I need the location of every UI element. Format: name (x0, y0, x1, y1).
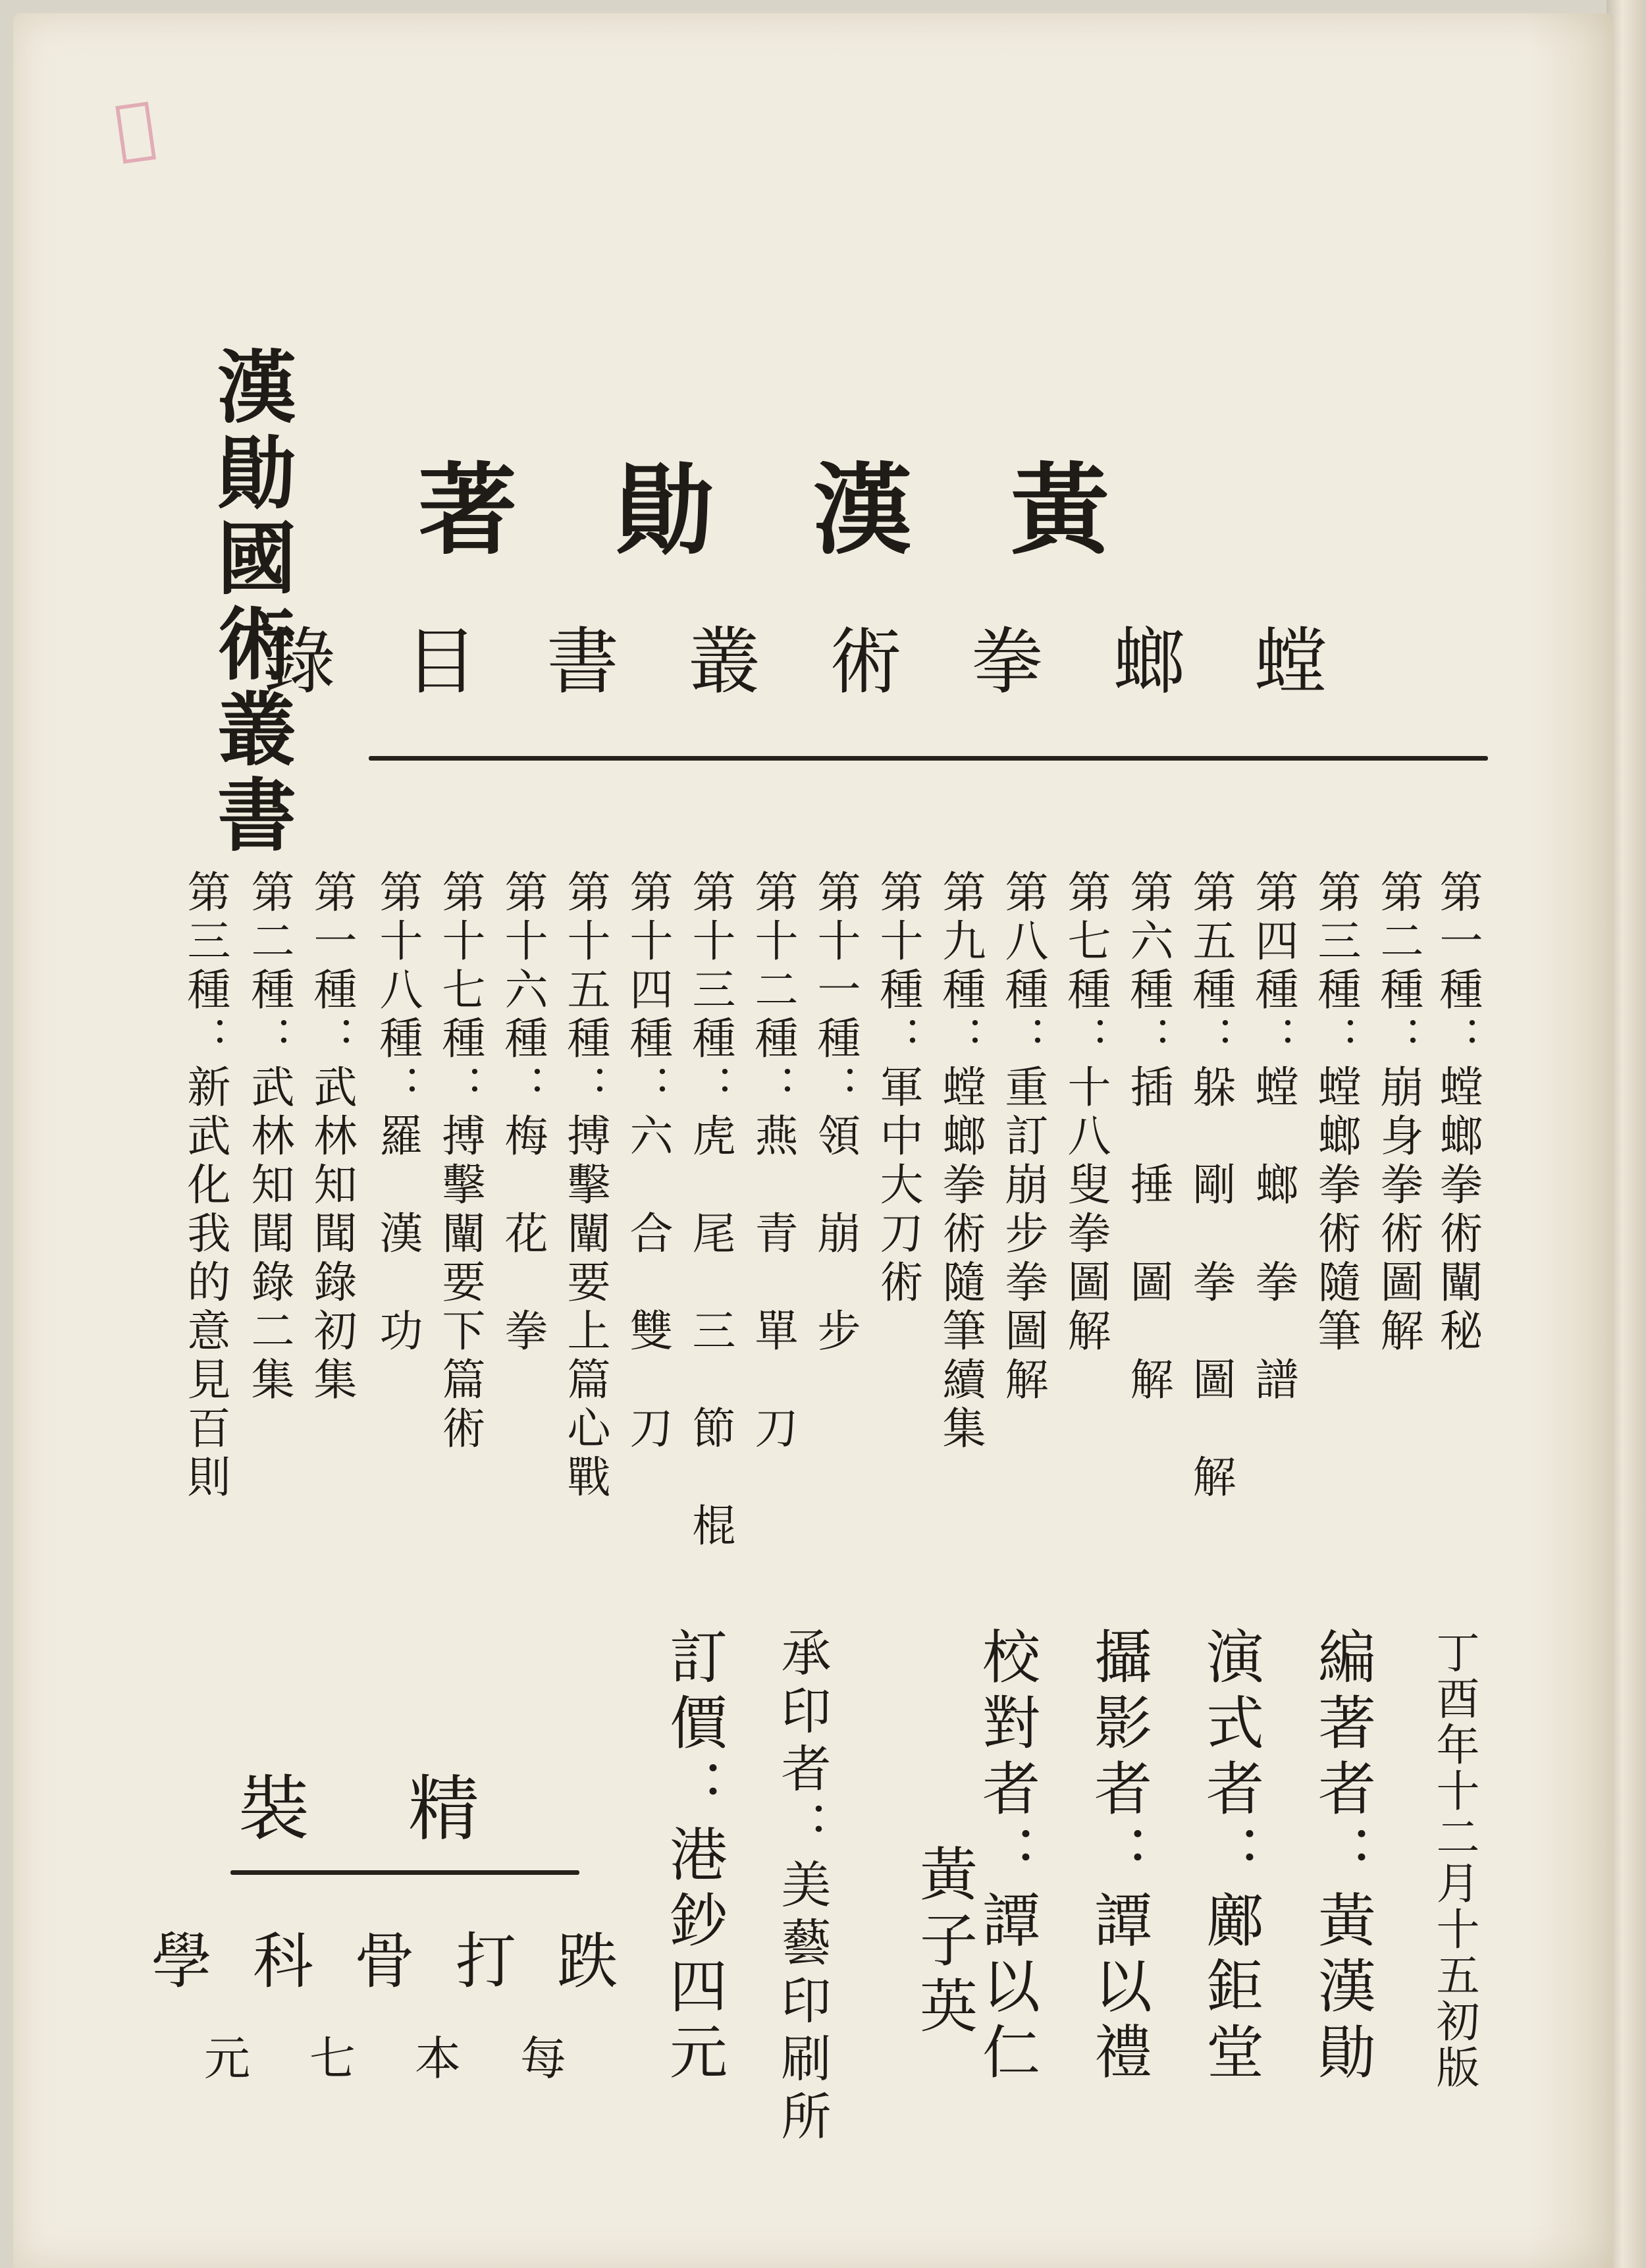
list-item: 第十二種：燕 青 單 刀 (747, 869, 798, 1454)
list-item: 第三種：螳螂拳術隨筆 (1310, 869, 1361, 1357)
credit-photographer: 攝影者：譚以禮 (1085, 1627, 1153, 2088)
list-item: 第一種：螳螂拳術闡秘 (1432, 869, 1483, 1357)
author-heading: 黃漢勛著 (417, 452, 1208, 568)
list-item: 第五種：躲 剛 拳 圖 解 (1185, 869, 1236, 1503)
list-item: 第十三種：虎 尾 三 節 棍 (685, 869, 735, 1552)
binding-label: 精裝 (238, 1768, 578, 1850)
page-shading (1527, 13, 1613, 2268)
book-page (13, 13, 1613, 2268)
related-book-price: 每本七元 (204, 2032, 625, 2086)
list-item: 第十種：軍中大刀術 (872, 869, 923, 1308)
list-item: 第四種：螳 螂 拳 譜 (1248, 869, 1298, 1405)
bottom-divider-rule (230, 1870, 579, 1875)
series-title: 漢勛國術叢書 (204, 346, 297, 859)
list-item: 第十五種：搏擊闡要上篇心戰 (560, 869, 610, 1503)
list-item: 第一種：武林知聞錄初集 (306, 869, 357, 1405)
list-item: 第六種：插 捶 圖 解 (1123, 869, 1173, 1405)
credit-printer: 承印者：美藝印刷所 (773, 1627, 832, 2148)
list-item: 第十四種：六 合 雙 刀 (622, 869, 673, 1454)
catalog-heading: 螳螂拳術叢書目錄 (263, 620, 1396, 704)
top-divider-rule (369, 756, 1488, 761)
list-item: 第十七種：搏擊闡要下篇術 (435, 869, 485, 1454)
list-item: 第二種：崩身拳術圖解 (1373, 869, 1423, 1357)
list-item: 第三種：新武化我的意見百則 (180, 869, 230, 1503)
list-item: 第十一種：領 崩 步 (810, 869, 861, 1357)
ink-stamp-mark: 𠂻 (110, 86, 160, 169)
credit-proofreader: 校對者：譚以仁 (973, 1627, 1041, 2088)
credit-author: 編著者：黃漢勛 (1309, 1627, 1377, 2088)
list-item: 第十六種：梅 花 拳 (497, 869, 548, 1357)
credit-proofreader-2: 黃子英 (911, 1844, 978, 2041)
list-item: 第八種：重訂崩步拳圖解 (997, 869, 1048, 1405)
list-item: 第二種：武林知聞錄二集 (244, 869, 294, 1405)
related-book-title: 跌打骨科學 (151, 1926, 658, 1997)
list-item: 第九種：螳螂拳術隨筆續集 (935, 869, 986, 1454)
list-item: 第十八種：羅 漢 功 (372, 869, 423, 1357)
list-item: 第七種：十八叟拳圖解 (1060, 869, 1111, 1357)
credit-price: 訂價：港鈔四元 (660, 1627, 728, 2088)
edition-note: 丁酉年十二月十五初版 (1429, 1630, 1479, 2091)
credit-demonstrator: 演式者：鄺鉅堂 (1197, 1627, 1265, 2088)
